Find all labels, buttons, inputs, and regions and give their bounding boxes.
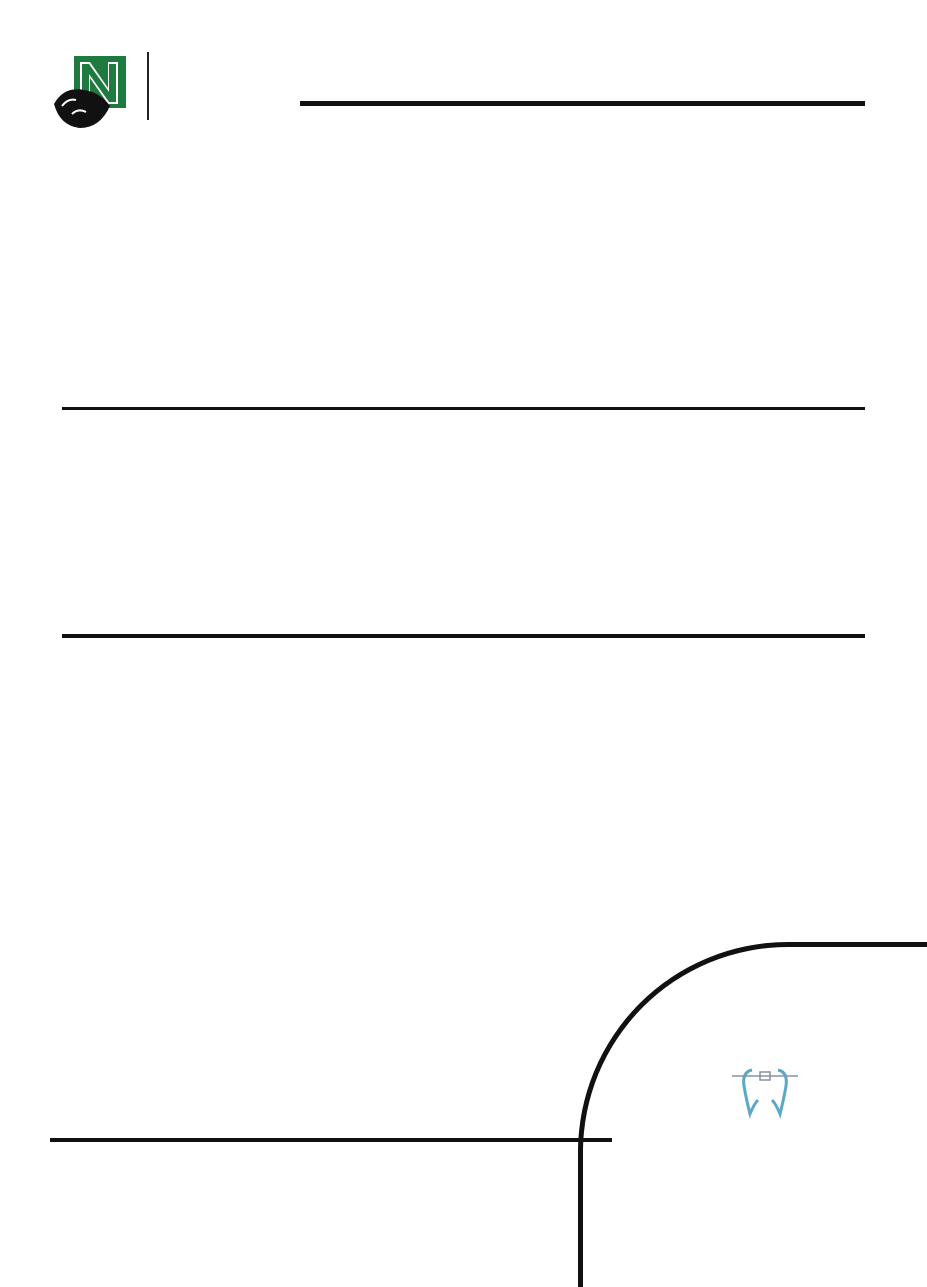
wildcat-n-logo-icon: [52, 52, 132, 132]
runners-small-icon: [330, 1053, 580, 1138]
bottom-rule: [50, 1138, 612, 1142]
tooth-logo-icon: [730, 1062, 800, 1120]
runners-banner-icon: [45, 552, 885, 630]
logo-divider: [147, 52, 149, 120]
qr-code-icon[interactable]: [56, 1048, 138, 1130]
runners-rule: [62, 634, 865, 638]
top-rule: [300, 101, 865, 106]
middle-rule: [62, 407, 865, 410]
